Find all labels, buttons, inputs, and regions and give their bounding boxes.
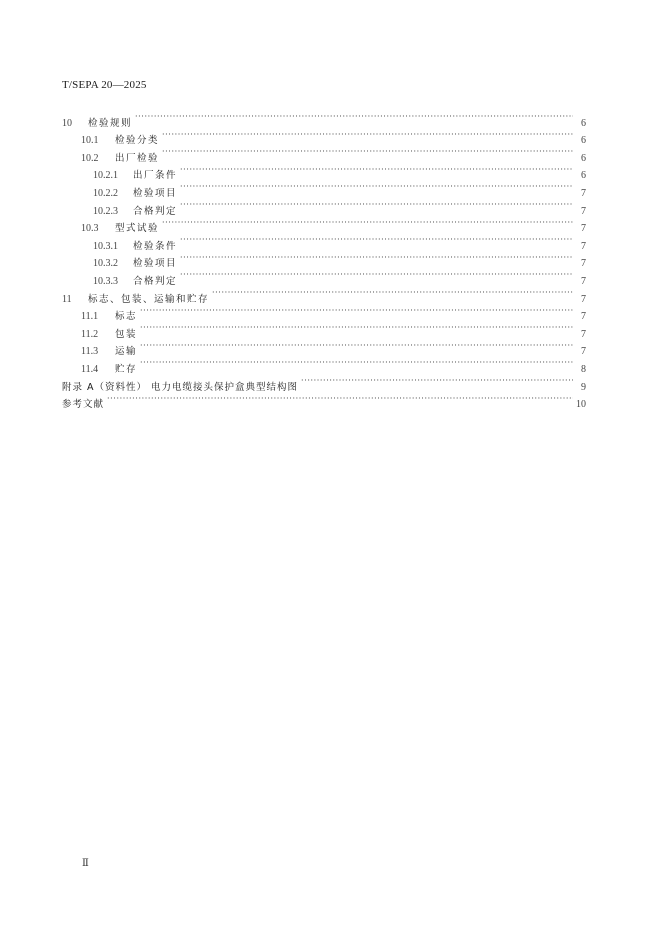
toc-entry-11-2[interactable] — [62, 319, 586, 340]
toc-entry-number: 10.3.3 — [93, 275, 118, 287]
toc-leader-dots — [140, 302, 573, 320]
toc-entry-number: 10.3 — [81, 223, 99, 235]
toc-entry-page: 8 — [581, 363, 586, 375]
toc-entry-title: 出厂检验 — [115, 152, 160, 164]
toc-entry-title: 标志、包装、运输和贮存 — [88, 293, 210, 305]
toc-entry-appendix-a[interactable] — [62, 372, 586, 393]
toc-entry-page: 6 — [581, 135, 586, 147]
toc-leader-dots — [180, 266, 573, 284]
toc-entry-page: 7 — [581, 293, 586, 305]
toc-entry-number: 10.2 — [81, 152, 99, 164]
toc-leader-dots — [140, 354, 573, 372]
toc-entry-number: 10.3.2 — [93, 258, 118, 270]
toc-entry-page: 10 — [576, 399, 586, 411]
toc-entry-page: 7 — [581, 223, 586, 235]
toc-entry-title: 检验规则 — [88, 117, 133, 129]
toc-entry-number: 10 — [62, 117, 72, 129]
toc-leader-dots — [180, 196, 573, 214]
toc-entry-title: 出厂条件 — [133, 170, 178, 182]
toc-entry-title: 合格判定 — [133, 205, 178, 217]
toc-entry-title: 型式试验 — [115, 223, 160, 235]
toc-entry-title: 标志 — [115, 311, 138, 323]
toc-entry-number: 11.2 — [81, 328, 99, 340]
toc-entry-number: 10.3.1 — [93, 240, 118, 252]
document-code-header: T/SEPA 20—2025 — [62, 79, 147, 91]
toc-leader-dots — [107, 390, 573, 408]
table-of-contents — [62, 108, 586, 411]
toc-entry-number: 10.2.1 — [93, 170, 118, 182]
toc-leader-dots — [212, 284, 573, 302]
toc-entry-title: 包装 — [115, 328, 138, 340]
toc-entry-title: 运输 — [115, 346, 138, 358]
toc-entry-title: 检验分类 — [115, 135, 160, 147]
toc-leader-dots — [180, 249, 573, 267]
toc-entry-page: 7 — [581, 346, 586, 358]
toc-entry-title: 检验项目 — [133, 258, 178, 270]
toc-entry-page: 9 — [581, 381, 586, 393]
toc-entry-11-1[interactable] — [62, 302, 586, 323]
toc-entry-page: 6 — [581, 152, 586, 164]
toc-entry-11-4[interactable] — [62, 354, 586, 375]
toc-entry-number: 10.1 — [81, 135, 99, 147]
toc-entry-page: 7 — [581, 258, 586, 270]
toc-entry-number: 11.4 — [81, 363, 99, 375]
toc-entry-title: 贮存 — [115, 363, 138, 375]
toc-entry-number: 10.2.3 — [93, 205, 118, 217]
toc-entry-number: 11 — [62, 293, 72, 305]
toc-leader-dots — [140, 337, 573, 355]
toc-leader-dots — [180, 178, 573, 196]
toc-entry-11-3[interactable] — [62, 337, 586, 358]
toc-entry-page: 6 — [581, 117, 586, 129]
toc-entry-number: 10.2.2 — [93, 187, 118, 199]
toc-entry-page: 6 — [581, 170, 586, 182]
toc-entry-title: 参考文献 — [62, 399, 105, 411]
toc-entry-10[interactable] — [62, 108, 586, 129]
page-number-footer: Ⅱ — [82, 858, 89, 869]
toc-entry-number: 11.3 — [81, 346, 99, 358]
toc-leader-dots — [135, 108, 573, 126]
toc-entry-page: 7 — [581, 205, 586, 217]
toc-entry-title: 检验项目 — [133, 187, 178, 199]
toc-leader-dots — [301, 372, 573, 390]
toc-leader-dots — [180, 161, 573, 179]
toc-entry-page: 7 — [581, 187, 586, 199]
toc-leader-dots — [162, 214, 573, 232]
toc-leader-dots — [140, 319, 573, 337]
toc-entry-title: 合格判定 — [133, 275, 178, 287]
toc-entry-number: 11.1 — [81, 311, 99, 323]
toc-entry-page: 7 — [581, 328, 586, 340]
toc-entry-page: 7 — [581, 275, 586, 287]
toc-leader-dots — [180, 231, 573, 249]
toc-leader-dots — [162, 126, 573, 144]
toc-entry-page: 7 — [581, 240, 586, 252]
toc-entry-title: 附录 A（资料性） 电力电缆接头保护盒典型结构图 — [62, 381, 299, 393]
toc-entry-10-1[interactable] — [62, 126, 586, 147]
toc-entry-title: 检验条件 — [133, 240, 178, 252]
toc-leader-dots — [162, 143, 573, 161]
toc-entry-page: 7 — [581, 311, 586, 323]
toc-entry-references[interactable] — [62, 390, 586, 411]
